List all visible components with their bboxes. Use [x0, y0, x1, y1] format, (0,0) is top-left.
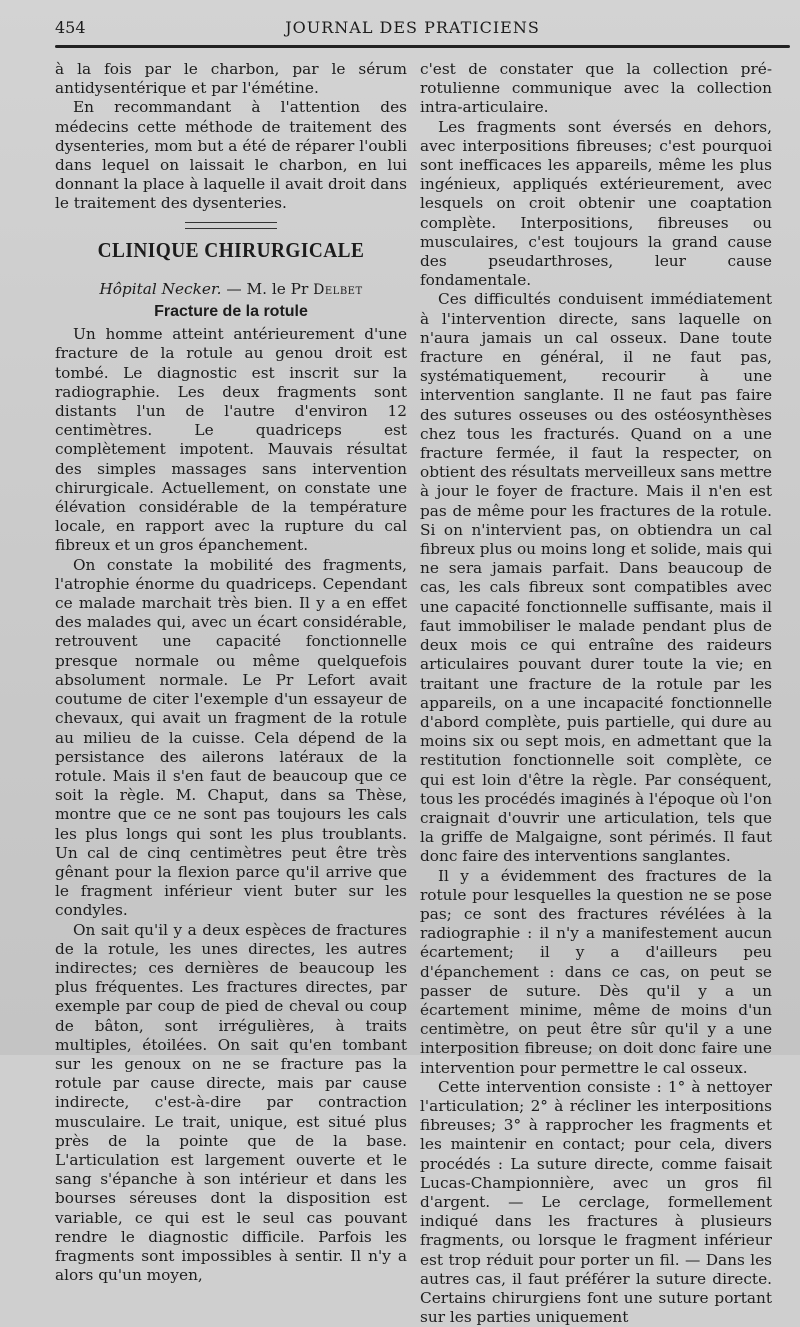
section-title: CLINIQUE CHIRURGICALE	[97, 237, 365, 262]
body-paragraph-1: Un homme atteint antérieurement d'une fracture de la rotule au genou droit est tombé. Le diagnostic est inscrit sur la radiographie. Les deux fragments sont distants l'un de l'autre d'environ 12 centimètres. Le quadriceps est complètement impotent. Mauvais résultat des simples massages sans intervention chirurgicale. Actuellement, on constate une élévation considérable de la température locale, en rapport avec la rupture du cal fibreux et un gros épanchement.	[55, 325, 407, 555]
page-header	[55, 18, 770, 46]
header-rule	[55, 45, 790, 48]
intro-paragraph-2: En recommandant à l'attention des médecins cette méthode de traitement des dysenteries, mom but a été de réparer l'oubli dans lequel on laissait le charbon, en lui donnant la place à laquelle il avait droit dans le traitement des dysenteries.	[55, 98, 407, 213]
journal-title: JOURNAL DES PRATICIENS	[285, 18, 540, 37]
right-paragraph-1: c'est de constater que la collection pré-rotulienne communique avec la collection intra-articulaire.	[420, 60, 772, 117]
right-paragraph-2: Les fragments sont éversés en dehors, avec interpositions fibreuses; c'est pourquoi sont inefficaces les appareils, même les plus ingénieux, appliqués extérieurement, avec lesquels on croit obtenir une coaptation complète. Interpositions, fibreuses ou musculaires, c'est toujours la grand cause des pseudarthroses, leur cause fondamentale.	[420, 117, 772, 290]
body-paragraph-3: On sait qu'il y a deux espèces de fractures de la rotule, les unes directes, les autres indirectes; ces dernières de beaucoup les plus fréquentes. Les fractures directes, par exemple par coup de pied de cheval ou coup de bâton, sont irrégulières, à traits multiples, étoilées. On sait qu'en tombant sur les genoux on ne se fracture pas la rotule par cause directe, mais par cause indirecte, c'est-à-dire par contraction musculaire. Le trait, unique, est situé plus près de la pointe que de la base. L'articulation est largement ouverte et le sang s'épanche à son intérieur et dans les bourses séreuses dont la disposition est variable, ce qui est le seul cas pouvant rendre le diagnostic difficile. Parfois les fragments sont impossibles à sentir. Il n'y a alors qu'un moyen,	[55, 920, 407, 1285]
right-paragraph-4: Il y a évidemment des fractures de la rotule pour lesquelles la question ne se pose pas; ce sont des fractures révélées à la radiographie : il n'y a manifestement aucun écartement; il y a d'ailleurs peu d'épanchement : dans ce cas, on peut se passer de suture. Dès qu'il y a un écartement minime, même de moins d'un centimètre, on peut être sûr qu'il y a une interposition fibreuse; on doit donc faire une intervention pour permettre le cal osseux.	[420, 866, 772, 1077]
professor-prefix: — M. le Pr	[226, 279, 309, 298]
right-paragraph-5: Cette intervention consiste : 1° à nettoyer l'articulation; 2° à récliner les interpositions fibreuses; 3° à rapprocher les fragments et les maintenir en contact; pour cela, divers procédés : La suture directe, comme faisait Lucas-Championnière, avec un gros fil d'argent. — Le cerclage, formellement indiqué dans les fractures à plusieurs fragments, ou lorsque le fragment inférieur est trop réduit pour porter un fil. — Dans les autres cas, il faut préférer la suture directe. Certains chirurgiens font une suture portant sur les parties uniquement	[420, 1077, 772, 1327]
page-number: 454	[55, 18, 86, 37]
left-column	[55, 60, 407, 1285]
right-paragraph-3: Ces difficultés conduisent immédiatement à l'intervention directe, sans laquelle on n'aura jamais un cal osseux. Dane toute fracture en général, il ne faut pas, systématiquement, recourir à une intervention sanglante. Il ne faut pas faire des sutures osseuses ou des ostéosynthèses chez tous les fracturés. Quand on a une fracture fermée, il faut la respecter, on obtient des résultats merveilleux sans mettre à jour le foyer de fracture. Mais il n'en est pas de même pour les fractures de la rotule. Si on n'intervient pas, on obtiendra un cal fibreux plus ou moins long et solide, mais qui ne sera jamais parfait. Dans beaucoup de cas, les cals fibreux sont compatibles avec une capacité fonctionnelle suffisante, mais il faut immobiliser le malade pendant plus de deux mois ce qui entraîne des raideurs articulaires pouvant durer toute la vie; en traitant une fracture de la rotule par les appareils, on a une incapacité fonctionnelle d'abord complète, puis partielle, qui dure au moins six ou sept mois, en admettant que la restitution fonctionnelle soit complète, ce qui est loin d'être la règle. Par conséquent, tous les procédés imaginés à l'époque où l'on craignait d'ouvrir une articulation, tels que la griffe de Malgaigne, sont périmés. Il faut donc faire des interventions sanglantes.	[420, 290, 772, 866]
hospital-name: Hôpital Necker.	[99, 279, 222, 298]
article-title: Fracture de la rotule	[154, 303, 308, 321]
hospital-line	[55, 280, 407, 300]
body-paragraph-2: On constate la mobilité des fragments, l'atrophie énorme du quadriceps. Cependant ce malade marchait très bien. Il y a en effet des malades qui, avec un écart considérable, retrouvent une capacité fonctionnelle presque normale ou même quelquefois absolument normale. Le Pr Lefort avait coutume de citer l'exemple d'un essayeur de chevaux, qui avait un fragment de la rotule au milieu de la cuisse. Cela dépend de la persistance des ailerons latéraux de la rotule. Mais il s'en faut de beaucoup que ce soit la règle. M. Chaput, dans sa Thèse, montre que ce ne sont pas toujours les cals les plus longs qui sont les plus troublants. Un cal de cinq centimètres peut être très gênant pour la flexion parce qu'il arrive que le fragment inférieur vient buter sur les condyles.	[55, 555, 407, 920]
section-separator	[185, 222, 277, 229]
professor-name: Delbet	[313, 281, 363, 298]
intro-paragraph-1: à la fois par le charbon, par le sérum antidysentérique et par l'émétine.	[55, 60, 407, 98]
right-column	[420, 60, 772, 1327]
